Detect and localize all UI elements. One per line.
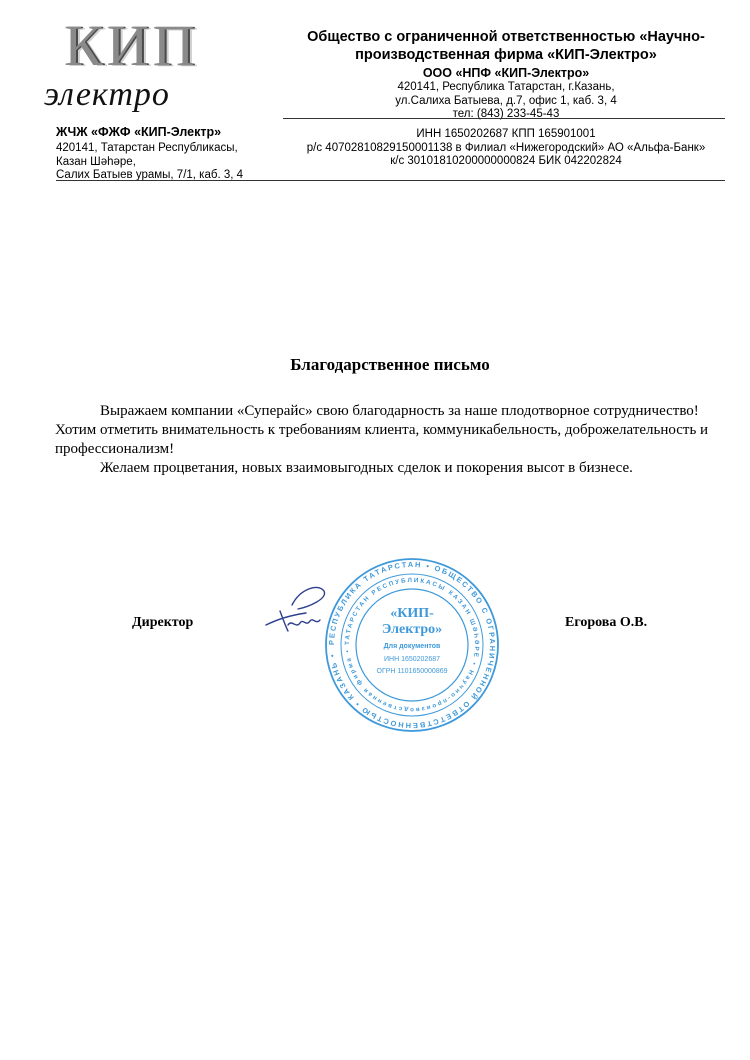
header-divider-bottom — [56, 180, 725, 181]
header-divider-top — [283, 118, 725, 119]
tatar-address-line: 420141, Татарстан Республикасы, — [56, 142, 238, 154]
company-address-line: ул.Салиха Батыева, д.7, офис 1, каб. 3, 4 — [395, 94, 617, 107]
stamp-center-line: Электро» — [381, 622, 443, 637]
stamp-outer-ring-text: РЕСПУБЛИКА ТАТАРСТАН • ОБЩЕСТВО С ОГРАНИЧЕННОЙ ОТВЕТСТВЕННОСТЬЮ • КАЗАНЬ • — [326, 559, 498, 731]
tatar-org-name: ЖЧЖ «ФЖФ «КИП-Электр» — [56, 125, 222, 139]
company-stamp — [262, 555, 502, 735]
company-full-name-line: Общество с ограниченной ответственностью «Научно- — [307, 29, 705, 45]
company-full-name-line: производственная фирма «КИП-Электро» — [355, 47, 657, 63]
company-phone: тел: (843) 233-45-43 — [452, 108, 560, 120]
stamp-center-line: «КИП- — [390, 606, 434, 621]
company-short-name: ООО «НПФ «КИП-Электро» — [422, 66, 590, 80]
stamp-center-line: ИНН 1650202687 — [383, 656, 441, 663]
logo-letters: КИП — [64, 13, 199, 78]
stamp-inner-ring-text: ТАТАРСТАН РЕСПУБЛИКАСЫ КАЗАН ШӘҺӘРЕ • Научно-производственная фирма • — [343, 576, 481, 714]
tax-ids: ИНН 1650202687 КПП 165901001 — [416, 128, 596, 140]
logo-script-word: электро — [44, 76, 170, 113]
stamp-center-line: Для документов — [383, 643, 441, 650]
stamp-and-signature — [262, 555, 502, 735]
letter-paragraph: Желаем процветания, новых взаимовыгодных сделок и покорения высот в бизнесе. — [100, 460, 633, 476]
tatar-address-line: Казан Шәһәре, — [56, 155, 136, 168]
stamp-center-line: ОГРН 1101650000869 — [376, 668, 448, 675]
company-logo — [34, 13, 264, 118]
letter-body — [55, 402, 715, 478]
correspondent-account: к/с 30101810200000000824 БИК 042202824 — [390, 155, 622, 167]
tatar-address-line: Салих Батыев урамы, 7/1, каб. 3, 4 — [56, 169, 244, 181]
letterhead-russian-block — [282, 28, 730, 122]
bank-details — [282, 128, 730, 169]
letter-title: Благодарственное письмо — [290, 355, 490, 374]
signatory-position: Директор — [132, 615, 194, 630]
settlement-account: р/с 40702810829150001138 в Филиал «Нижегородский» АО «Альфа-Банк» — [306, 141, 706, 154]
letterhead-tatar-block — [56, 124, 271, 183]
company-address-line: 420141, Республика Татарстан, г.Казань, — [397, 81, 615, 93]
signatory-name: Егорова О.В. — [565, 615, 648, 630]
handwritten-signature — [266, 587, 325, 631]
letter-paragraph: Выражаем компании «Суперайс» свою благодарность за наше плодотворное сотрудничество! Хотим отметить внимательность к требованиям клиента, коммуникабельность, доброжелательность и профессионализм! — [55, 403, 709, 457]
